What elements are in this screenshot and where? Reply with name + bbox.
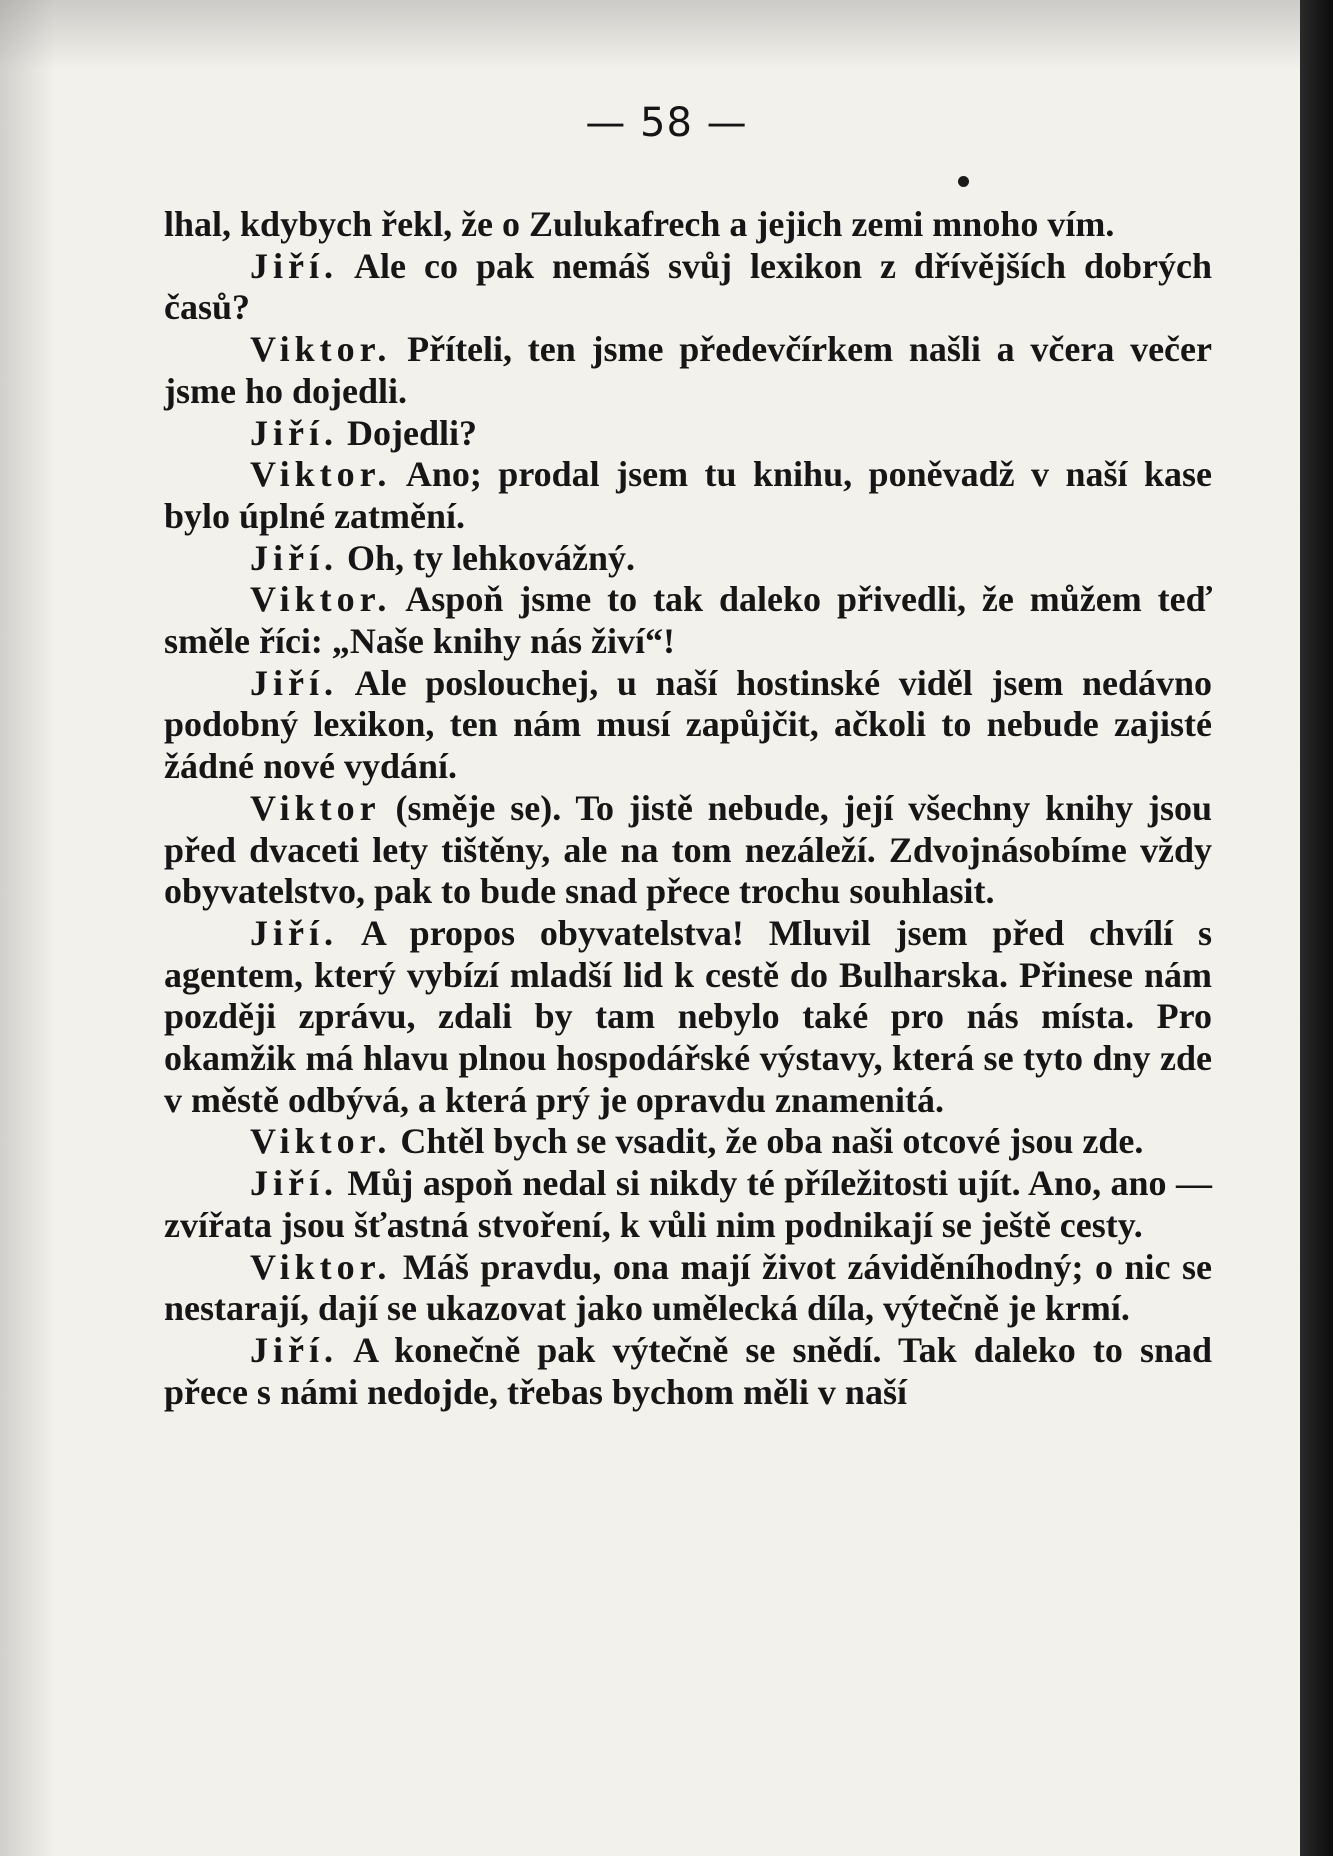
speaker-name: Viktor. — [250, 1246, 392, 1287]
paragraph-text: Ale poslouchej, u naší hostinské viděl jsem nedávno podobný lexikon, ten nám musí zapůjčit, ačkoli to nebude zajisté žádné nové vydání. — [164, 662, 1212, 787]
paragraph — [164, 1121, 1212, 1163]
paragraph — [164, 1163, 1212, 1246]
speaker-name: Jiří. — [250, 537, 338, 578]
paragraph-text: Ale co pak nemáš svůj lexikon z dřívějších dobrých časů? — [164, 245, 1212, 328]
paragraph — [164, 413, 1212, 455]
paragraph — [164, 204, 1212, 246]
paragraph — [164, 538, 1212, 580]
speaker-name: Viktor. — [250, 454, 392, 495]
paragraph-text: Oh, ty lehkovážný. — [337, 537, 636, 578]
paragraph-text: (směje se). To jistě nebude, její všechny knihy jsou před dvaceti lety tištěny, ale na tom nezáleží. Zdvojnásobíme vždy obyvatelstvo, pak to bude snad přece trochu souhlasit. — [164, 787, 1212, 912]
speaker-name: Viktor. — [250, 579, 392, 620]
speaker-name: Jiří. — [250, 412, 338, 453]
page-left-shadow — [0, 0, 55, 1856]
speaker-name: Jiří. — [250, 1329, 338, 1370]
speaker-name: Viktor. — [250, 1121, 392, 1162]
speaker-name: Jiří. — [250, 912, 338, 953]
speaker-name: Viktor. — [250, 329, 392, 370]
paragraph-text: Aspoň jsme to tak daleko přivedli, že můžem teď směle říci: „Naše knihy nás živí“! — [164, 579, 1212, 662]
paragraph-text: Příteli, ten jsme předevčírkem našli a včera večer jsme ho dojedli. — [164, 329, 1212, 411]
paragraph — [164, 329, 1212, 412]
paragraph — [164, 246, 1212, 329]
paragraph — [164, 663, 1212, 788]
speaker-name: Jiří. — [250, 1163, 338, 1204]
paragraph — [164, 1330, 1212, 1413]
paragraph — [164, 788, 1212, 913]
speaker-name: Jiří. — [250, 662, 338, 703]
page-number: — 58 — — [585, 100, 748, 146]
page-top-shadow — [0, 0, 1300, 70]
ink-dot — [958, 176, 969, 187]
paragraph — [164, 454, 1212, 537]
paragraph-text: Můj aspoň nedal si nikdy té příležitosti ujít. Ano, ano — zvířata jsou šťastná stvoření, k vůli nim podnikají se ještě cesty. — [164, 1163, 1212, 1245]
speaker-name: Viktor — [250, 787, 381, 828]
paragraph-text: lhal, kdybych řekl, že o Zulukafrech a jejich zemi mnoho vím. — [164, 204, 1115, 244]
paragraph-text: Dojedli? — [337, 412, 477, 453]
paragraph-text: Chtěl bych se vsadit, že oba naši otcové jsou zde. — [391, 1121, 1144, 1162]
paragraph-text: A propos obyvatelstva! Mluvil jsem před chvílí s agentem, který vybízí mladší lid k cestě do Bulharska. Přinese nám později zprávu, zdali by tam nebylo také pro nás místa. Pro okamžik má hlavu plnou hospodářské výstavy, která se tyto dny zde v městě odbývá, a která prý je opravdu znamenitá. — [164, 912, 1212, 1120]
paragraph — [164, 1247, 1212, 1330]
page-body — [164, 204, 1212, 1413]
paragraph — [164, 913, 1212, 1122]
paragraph-text: Ano; prodal jsem tu knihu, poněvadž v naší kase bylo úplné zatmění. — [164, 454, 1212, 536]
speaker-name: Jiří. — [250, 245, 338, 286]
paragraph-text: A konečně pak výtečně se snědí. Tak daleko to snad přece s námi nedojde, třebas bychom měli v naší — [164, 1329, 1212, 1412]
paragraph-text: Máš pravdu, ona mají život záviděníhodný; o nic se nestarají, dají se ukazovat jako umělecká díla, výtečně je krmí. — [164, 1246, 1212, 1329]
paragraph — [164, 579, 1212, 662]
scan-edge-dark — [1300, 0, 1333, 1856]
